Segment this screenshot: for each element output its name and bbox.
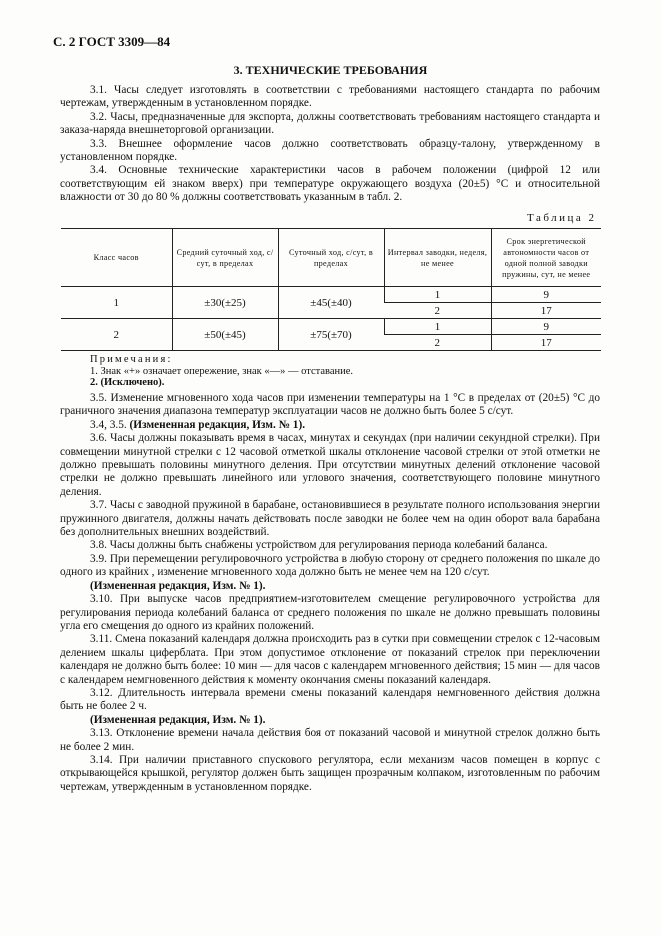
header-daily-rate: Суточный ход, с/сут, в пределах <box>278 229 384 287</box>
amendment-note-3-4-3-5 <box>60 419 600 432</box>
table-row <box>61 287 601 303</box>
header-autonomy: Срок энергетической автономности часов от одной полной заводки пружины, сут, не менее <box>491 229 601 287</box>
paragraph-3-12: 3.12. Длительность интервала времени смены показаний календаря немгновенного действия должна быть не более 2 ч. <box>60 686 600 713</box>
cell-class: 1 <box>61 287 172 319</box>
cell-autonomy: 9 <box>491 319 601 335</box>
note-2: 2. (Исключено). <box>90 377 165 388</box>
cell-autonomy: 17 <box>491 303 601 319</box>
paragraph-3-14: 3.14. При наличии приставного спускового регулятора, если механизм часов помещен в корпус с открывающейся крышкой, регулятор должен быть защищен прозрачным колпаком, изготовленным по рабочим чертежам, утвержденным в установленном порядке. <box>60 753 600 793</box>
paragraph-3-4: 3.4. Основные технические характеристики часов в рабочем положении (цифрой 12 или соответствующим ей знаком вверх) при температуре окружающего воздуха (20±5) °С и относительной влажности от 30 до 80 % должны соответствовать указанным в табл. 2. <box>60 164 600 204</box>
cell-autonomy: 17 <box>491 335 601 351</box>
cell-interval: 1 <box>384 287 491 303</box>
cell-daily-rate: ±75(±70) <box>278 319 384 351</box>
cell-interval: 1 <box>384 319 491 335</box>
paragraph-3-5: 3.5. Изменение мгновенного хода часов при изменении температуры на 1 °С в пределах от (20±5) °С до граничного значения диапазона температур эксплуатации часов не должно быть более 5 с/сут. <box>60 392 600 418</box>
header-average-rate: Средний суточный ход, с/сут, в пределах <box>172 229 278 287</box>
paragraph-3-3: 3.3. Внешнее оформление часов должно соответствовать образцу-талону, утвержденному в установленном порядке. <box>60 137 600 164</box>
paragraph-3-7: 3.7. Часы с заводной пружиной в барабане, остановившиеся в результате полного использования энергии пружинного двигателя, должны начать действовать после заводки не более чем на один оборот вала барабана без дополнительных внешних воздействий. <box>60 499 600 539</box>
header-class: Класс часов <box>61 229 172 287</box>
paragraph-3-13: 3.13. Отклонение времени начала действия боя от показаний часовой и минутной стрелок должно быть не более 2 мин. <box>60 727 600 753</box>
paragraph-3-10: 3.10. При выпуске часов предприятием-изготовителем смещение регулировочного устройства для регулирования периода колебаний баланса от среднего положения по шкале не должно превышать половины угла его смещения до одного из крайних положений. <box>60 593 600 632</box>
amendment-note: (Измененная редакция, Изм. № 1). <box>90 579 266 592</box>
paragraph-3-11: 3.11. Смена показаний календаря должна происходить раз в сутки при совмещении стрелок с 12-часовым делением шкалы циферблата. При этом допустимое отклонение от показаний стрелок при переключении календаря не должно быть более: 10 мин — для часов с календарем мгновенного действия; 15 мин — для часов с календарем немгновенного действия к моменту окончания смены показаний календаря. <box>60 633 600 686</box>
section-title: 3. ТЕХНИЧЕСКИЕ ТРЕБОВАНИЯ <box>233 63 428 77</box>
cell-average-rate: ±30(±25) <box>172 287 278 319</box>
table-header-row <box>61 229 601 287</box>
table-label: Таблица 2 <box>527 212 597 224</box>
cell-autonomy: 9 <box>491 287 601 303</box>
table-notes <box>90 354 353 389</box>
notes-title: Примечания: <box>90 354 173 365</box>
header-winding-interval: Интервал заводки, неделя, не менее <box>384 229 491 287</box>
table-2 <box>61 228 601 351</box>
paragraph-3-1: 3.1. Часы следует изготовлять в соответствии с требованиями настоящего стандарта по рабочим чертежам, утвержденным в установленном порядке. <box>60 84 600 110</box>
note-1: 1. Знак «+» означает опережение, знак «—» — отставание. <box>90 365 354 377</box>
amendment-label: (Измененная редакция, Изм. № 1). <box>129 418 306 431</box>
main-paragraphs <box>60 392 600 794</box>
paragraph-3-8: 3.8. Часы должны быть снабжены устройством для регулирования периода колебаний баланса. <box>90 539 548 552</box>
cell-interval: 2 <box>384 335 491 351</box>
paragraph-3-2: 3.2. Часы, предназначенные для экспорта, должны соответствовать требованиям настоящего стандарта и заказа-наряда внешнеторговой организации. <box>60 110 600 137</box>
page-header: С. 2 ГОСТ 3309—84 <box>53 34 171 49</box>
intro-paragraphs <box>60 84 600 205</box>
paragraph-3-6: 3.6. Часы должны показывать время в часах, минутах и секундах (при наличии секундной стрелки). При совмещении минутной стрелки с 12 часовой отметкой шкалы отклонение часовой стрелки от этой отметки не должно превышать половины минутного деления. При отсутствии минутных делений отклонение часовой стрелки не должно превышать линейного или углового значения, соответствующего половине минутного деления. <box>60 432 600 498</box>
amendment-ref: 3.4, 3.5. <box>90 418 127 431</box>
cell-average-rate: ±50(±45) <box>172 319 278 351</box>
paragraph-3-9: 3.9. При перемещении регулировочного устройства в любую сторону от среднего положения по шкале до одного из крайних , изменение мгновенного хода должно быть не менее чем на 120 с/сут. <box>60 552 600 579</box>
cell-daily-rate: ±45(±40) <box>278 287 384 319</box>
amendment-note: (Измененная редакция, Изм. № 1). <box>90 713 266 726</box>
table-row <box>61 319 601 335</box>
cell-interval: 2 <box>384 303 491 319</box>
cell-class: 2 <box>61 319 172 351</box>
